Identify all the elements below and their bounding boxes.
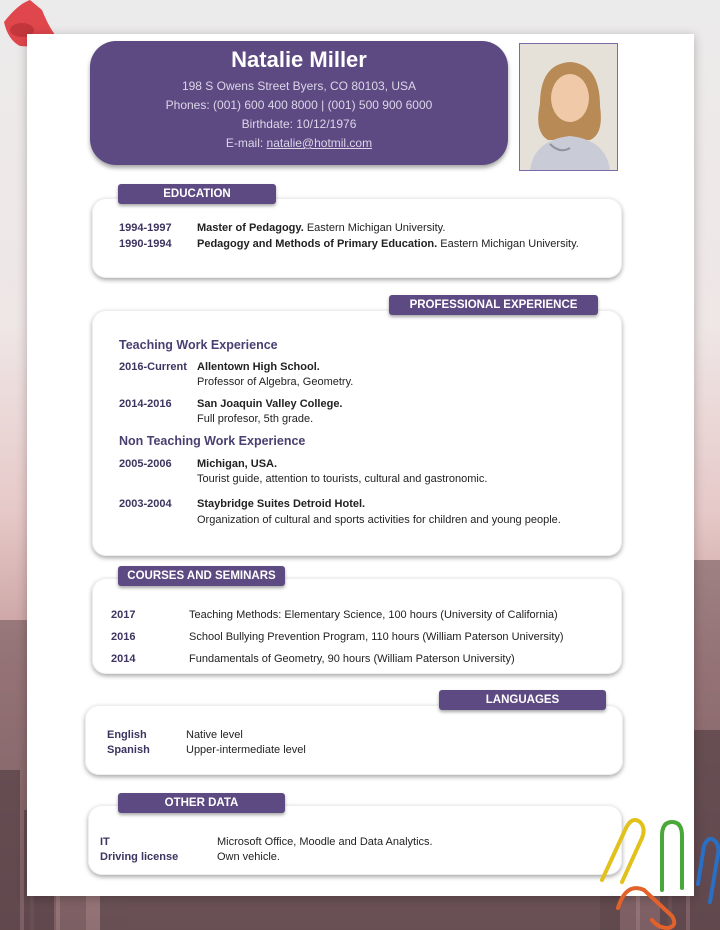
other-value: Microsoft Office, Moodle and Data Analytics. [217, 836, 433, 848]
job-role: Professor of Algebra, Geometry. [197, 376, 354, 388]
course-year: 2016 [111, 631, 136, 643]
job-years: 2005-2006 [119, 458, 172, 470]
phones: Phones: (001) 600 400 8000 | (001) 500 900 6000 [165, 98, 433, 112]
course-year: 2014 [111, 653, 136, 665]
teaching-subtitle: Teaching Work Experience [119, 338, 278, 352]
non-teaching-subtitle: Non Teaching Work Experience [119, 434, 306, 448]
job-years: 2014-2016 [119, 398, 172, 410]
paper-clips-icon [596, 812, 720, 930]
courses-title: COURSES AND SEMINARS [118, 566, 285, 586]
email-label: E-mail: [225, 136, 267, 150]
job-place: Staybridge Suites Detroid Hotel. [197, 498, 366, 510]
address: 198 S Owens Street Byers, CO 80103, USA [181, 79, 417, 93]
education-years: 1990-1994 [119, 238, 172, 250]
other-value: Own vehicle. [217, 851, 280, 863]
birthdate: Birthdate: 10/12/1976 [241, 117, 357, 131]
other-label: IT [100, 836, 110, 848]
job-role: Organization of cultural and sports activities for children and young people. [197, 514, 561, 526]
education-item: Master of Pedagogy. Eastern Michigan University. [197, 222, 446, 234]
job-place: Michigan, USA. [197, 458, 278, 470]
job-place: San Joaquin Valley College. [197, 398, 343, 410]
job-years: 2016-Current [119, 361, 187, 373]
course-year: 2017 [111, 609, 136, 621]
language-name: English [107, 729, 147, 741]
other-label: Driving license [100, 851, 179, 863]
profile-photo [519, 43, 618, 171]
languages-section [85, 705, 623, 775]
job-years: 2003-2004 [119, 498, 172, 510]
languages-title: LANGUAGES [439, 690, 606, 710]
job-place: Allentown High School. [197, 361, 320, 373]
job-role: Tourist guide, attention to tourists, cultural and gastronomic. [197, 473, 488, 485]
job-role: Full profesor, 5th grade. [197, 413, 314, 425]
experience-title: PROFESSIONAL EXPERIENCE [389, 295, 598, 315]
language-name: Spanish [107, 744, 150, 756]
header-card [90, 41, 508, 165]
course-text: Fundamentals of Geometry, 90 hours (William Paterson University) [189, 653, 515, 665]
education-title: EDUCATION [118, 184, 276, 204]
education-item: Pedagogy and Methods of Primary Education. Eastern Michigan University. [197, 238, 579, 250]
course-text: Teaching Methods: Elementary Science, 100 hours (University of California) [189, 609, 558, 621]
language-level: Native level [186, 729, 243, 741]
email-link[interactable]: natalie@hotmil.com [266, 136, 373, 150]
email-line [90, 134, 508, 153]
language-level: Upper-intermediate level [186, 744, 306, 756]
education-years: 1994-1997 [119, 222, 172, 234]
course-text: School Bullying Prevention Program, 110 hours (William Paterson University) [189, 631, 564, 643]
candidate-name: Natalie Miller [231, 47, 367, 72]
other-data-title: OTHER DATA [118, 793, 285, 813]
